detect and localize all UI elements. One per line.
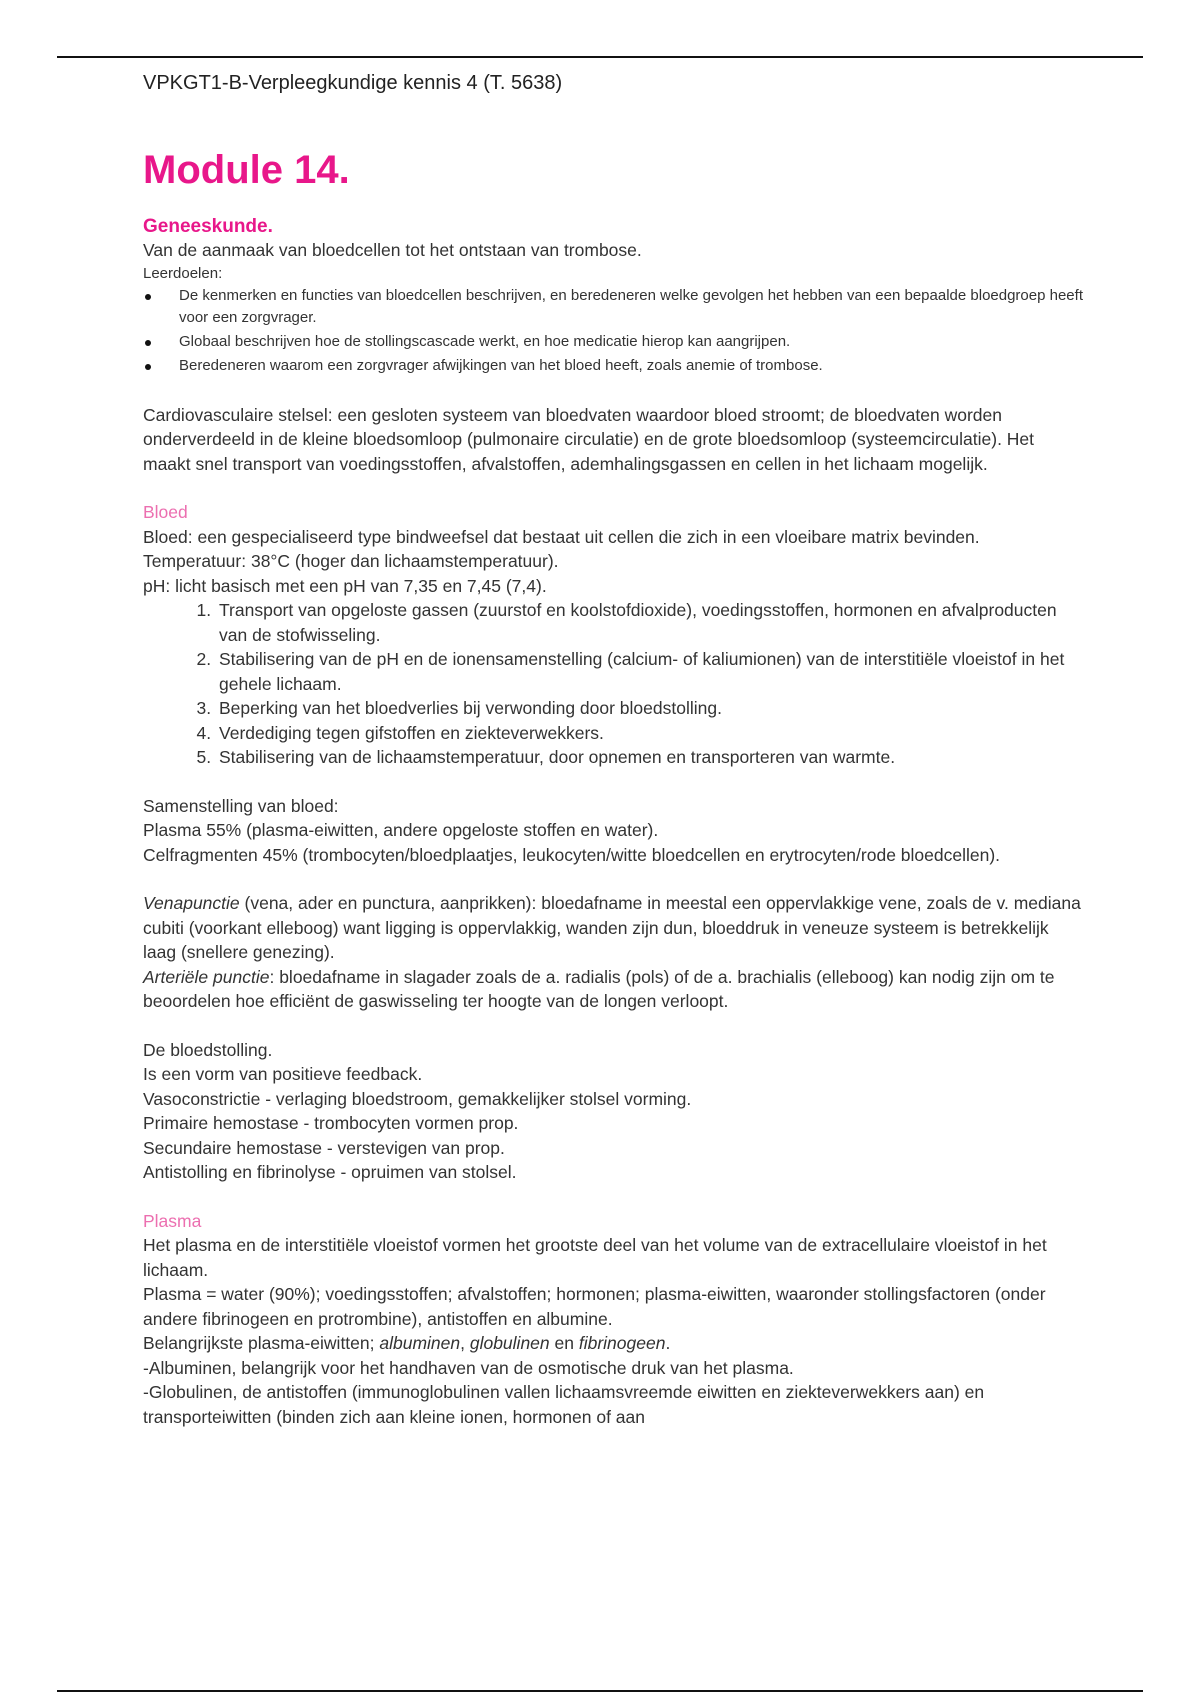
venapunctie-paragraph — [143, 891, 1083, 965]
list-item: 5. Stabilisering van de lichaamstemperatuur, door opnemen en transporteren van warmte. — [216, 745, 1083, 770]
venapunctie-term: Venapunctie — [143, 893, 240, 913]
stolling-line: Is een vorm van positieve feedback. — [143, 1064, 423, 1084]
period: . — [665, 1333, 671, 1353]
samenstelling-title: Samenstelling van bloed: — [143, 795, 339, 816]
arterie-punctie-paragraph — [143, 965, 1083, 1014]
bloed-ph: pH: licht basisch met een pH van 7,35 en 7,45 (7,4). — [143, 575, 547, 596]
bloed-heading: Bloed — [143, 502, 188, 522]
bloed-definition: Bloed: een gespecialiseerd type bindweefsel dat bestaat uit cellen die zich in een vloeibare matrix bevinden. — [143, 526, 980, 547]
bloed-functions-list — [143, 598, 1083, 770]
document-body — [143, 150, 1083, 1429]
course-header: VPKGT1-B-Verpleegkundige kennis 4 (T. 5638) — [143, 72, 563, 94]
stolling-line: Primaire hemostase - trombocyten vormen prop. — [143, 1113, 519, 1133]
plasma-paragraph-2: Plasma = water (90%); voedingsstoffen; afvalstoffen; hormonen; plasma-eiwitten, waaronder stollingsfactoren (onder andere fibrinogeen en protrombine), antistoffen en albumine. — [143, 1284, 1046, 1329]
list-item: 4. Verdediging tegen gifstoffen en ziekteverwekkers. — [216, 721, 1083, 746]
list-item: 3. Beperking van het bloedverlies bij verwonding door bloedstolling. — [216, 696, 1083, 721]
leerdoelen-list — [143, 285, 1083, 377]
stolling-line: De bloedstolling. — [143, 1039, 273, 1060]
plasma-eiwitten-prefix: Belangrijkste plasma-eiwitten; — [143, 1333, 380, 1353]
stolling-line: Secundaire hemostase - verstevigen van prop. — [143, 1137, 505, 1158]
leerdoelen-label: Leerdoelen: — [143, 264, 223, 282]
venapunctie-text: (vena, ader en punctura, aanprikken): bloedafname in meestal een oppervlakkige vene, zoals de v. mediana cubiti (voorkant elleboog) want ligging is oppervlakkig, wanden zijn dun, bloeddruk in veneuze systeem is betrekkelijk laag (snellere genezing). — [143, 893, 1081, 962]
samenstelling-cel: Celfragmenten 45% (trombocyten/bloedplaatjes, leukocyten/witte bloedcellen en erytrocyten/rode bloedcellen). — [143, 844, 1001, 865]
plasma-heading: Plasma — [143, 1210, 202, 1231]
list-item: 2. Stabilisering van de pH en de ionensamenstelling (calcium- of kaliumionen) van de interstitiële vloeistof in het gehele lichaam. — [216, 647, 1083, 696]
bloed-temperature: Temperatuur: 38°C (hoger dan lichaamstemperatuur). — [143, 551, 559, 571]
albuminen-term: albuminen — [379, 1333, 461, 1353]
stolling-line: Antistolling en fibrinolyse - opruimen van stolsel. — [143, 1162, 517, 1182]
footer-rule — [57, 1690, 1143, 1692]
fibrinogeen-term: fibrinogeen — [578, 1333, 666, 1353]
header-rule — [57, 56, 1143, 58]
albuminen-line: -Albuminen, belangrijk voor het handhaven van de osmotische druk van het plasma. — [143, 1357, 794, 1378]
separator: en — [549, 1333, 579, 1353]
list-item: Beredeneren waarom een zorgvrager afwijkingen van het bloed heeft, zoals anemie of trombose. — [179, 355, 1083, 377]
arterie-punctie-term: Arteriële punctie — [143, 966, 270, 987]
module-title: Module 14. — [143, 148, 350, 192]
plasma-paragraph-1: Het plasma en de interstitiële vloeistof vormen het grootste deel van het volume van de extracellulaire vloeistof in het lichaam. — [143, 1235, 1047, 1280]
list-item: De kenmerken en functies van bloedcellen beschrijven, en beredeneren welke gevolgen het hebben van een bepaalde bloedgroep heeft voor een zorgvrager. — [179, 285, 1083, 329]
list-item: Globaal beschrijven hoe de stollingscascade werkt, en hoe medicatie hierop kan aangrijpen. — [179, 331, 1083, 353]
section-subtitle: Van de aanmaak van bloedcellen tot het ontstaan van trombose. — [143, 240, 642, 260]
globulinen-term: globulinen — [469, 1333, 550, 1353]
plasma-eiwitten-line — [143, 1331, 1083, 1356]
list-item: 1. Transport van opgeloste gassen (zuurstof en koolstofdioxide), voedingsstoffen, hormonen en afvalproducten van de stofwisseling. — [216, 598, 1083, 647]
separator: , — [460, 1333, 470, 1353]
globulinen-line: -Globulinen, de antistoffen (immunoglobulinen vallen lichaamsvreemde eiwitten en ziekteverwekkers aan) en transporteiwitten (binden zich aan kleine ionen, hormonen of aan — [143, 1382, 985, 1427]
arterie-punctie-text: : bloedafname in slagader zoals de a. radialis (pols) of de a. brachialis (elleboog) kan nodig zijn om te beoordelen hoe efficiënt de gaswisseling ter hoogte van de longen verloopt. — [143, 966, 1055, 1011]
stolling-line: Vasoconstrictie - verlaging bloedstroom, gemakkelijker stolsel vorming. — [143, 1088, 692, 1109]
cardio-paragraph: Cardiovasculaire stelsel: een gesloten systeem van bloedvaten waardoor bloed stroomt; de bloedvaten worden onderverdeeld in de kleine bloedsomloop (pulmonaire circulatie) en de grote bloedsomloop (systeemcirculatie). Het maakt snel transport van voedingsstoffen, afvalstoffen, ademhalingsgassen en cellen in het lichaam mogelijk. — [143, 404, 1035, 474]
section-title: Geneeskunde. — [143, 216, 273, 237]
samenstelling-plasma: Plasma 55% (plasma-eiwitten, andere opgeloste stoffen en water). — [143, 820, 659, 840]
